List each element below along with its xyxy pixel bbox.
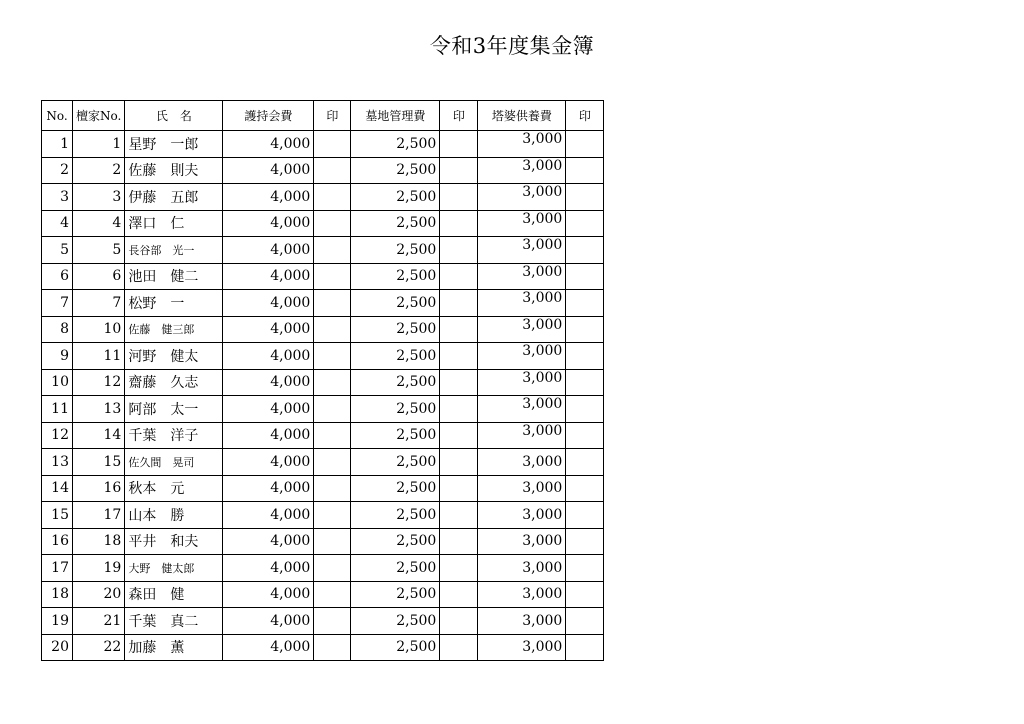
- member-name-cell: 加藤 薫: [125, 634, 223, 661]
- danka-no-cell: 7: [73, 290, 125, 317]
- table-row: [42, 210, 604, 237]
- gojikai-fee-cell: 4,000: [223, 449, 314, 476]
- member-name-cell: 佐久間 晃司: [125, 449, 223, 476]
- seal-cell-2: [440, 131, 478, 158]
- gojikai-fee-cell: 4,000: [223, 157, 314, 184]
- toba-fee-cell: 3,000: [478, 343, 566, 370]
- seal-cell-1: [314, 422, 351, 449]
- toba-fee-cell: 3,000: [478, 634, 566, 661]
- gojikai-fee-cell: 4,000: [223, 581, 314, 608]
- member-name-cell: 佐藤 則夫: [125, 157, 223, 184]
- member-name-cell: 阿部 太一: [125, 396, 223, 423]
- seal-cell-2: [440, 316, 478, 343]
- row-no-cell: 19: [42, 608, 73, 635]
- seal-cell-1: [314, 210, 351, 237]
- seal-cell-3: [566, 131, 604, 158]
- member-name-cell: 山本 勝: [125, 502, 223, 529]
- seal-cell-2: [440, 502, 478, 529]
- seal-cell-3: [566, 475, 604, 502]
- bochi-fee-cell: 2,500: [351, 528, 440, 555]
- seal-cell-3: [566, 157, 604, 184]
- seal-cell-2: [440, 210, 478, 237]
- member-name-cell: 佐藤 健三郎: [125, 316, 223, 343]
- member-name-cell: 伊藤 五郎: [125, 184, 223, 211]
- bochi-fee-cell: 2,500: [351, 449, 440, 476]
- danka-no-cell: 13: [73, 396, 125, 423]
- seal-cell-1: [314, 634, 351, 661]
- bochi-fee-cell: 2,500: [351, 184, 440, 211]
- seal-cell-3: [566, 343, 604, 370]
- document-title: 令和3年度集金簿: [429, 34, 595, 58]
- table-row: [42, 237, 604, 264]
- seal-cell-1: [314, 343, 351, 370]
- bochi-fee-cell: 2,500: [351, 343, 440, 370]
- row-no-cell: 5: [42, 237, 73, 264]
- seal-cell-2: [440, 555, 478, 582]
- seal-cell-3: [566, 581, 604, 608]
- row-no-cell: 6: [42, 263, 73, 290]
- seal-cell-3: [566, 422, 604, 449]
- seal-cell-1: [314, 184, 351, 211]
- danka-no-cell: 5: [73, 237, 125, 264]
- seal-cell-3: [566, 184, 604, 211]
- header-no: No.: [42, 101, 73, 131]
- table-row: [42, 475, 604, 502]
- seal-cell-1: [314, 316, 351, 343]
- table-row: [42, 369, 604, 396]
- table-row: [42, 157, 604, 184]
- seal-cell-1: [314, 290, 351, 317]
- seal-cell-1: [314, 131, 351, 158]
- bochi-fee-cell: 2,500: [351, 290, 440, 317]
- seal-cell-2: [440, 396, 478, 423]
- seal-cell-2: [440, 263, 478, 290]
- seal-cell-3: [566, 396, 604, 423]
- danka-no-cell: 4: [73, 210, 125, 237]
- toba-fee-cell: 3,000: [478, 210, 566, 237]
- table-row: [42, 422, 604, 449]
- danka-no-cell: 21: [73, 608, 125, 635]
- table-row: [42, 263, 604, 290]
- table-row: [42, 396, 604, 423]
- seal-cell-2: [440, 581, 478, 608]
- header-row: [42, 101, 604, 131]
- seal-cell-1: [314, 157, 351, 184]
- row-no-cell: 12: [42, 422, 73, 449]
- toba-fee-cell: 3,000: [478, 475, 566, 502]
- seal-cell-3: [566, 608, 604, 635]
- member-name-cell: 河野 健太: [125, 343, 223, 370]
- seal-cell-2: [440, 608, 478, 635]
- danka-no-cell: 16: [73, 475, 125, 502]
- danka-no-cell: 1: [73, 131, 125, 158]
- row-no-cell: 2: [42, 157, 73, 184]
- gojikai-fee-cell: 4,000: [223, 555, 314, 582]
- header-name: 氏 名: [125, 101, 223, 131]
- seal-cell-2: [440, 184, 478, 211]
- bochi-fee-cell: 2,500: [351, 475, 440, 502]
- gojikai-fee-cell: 4,000: [223, 237, 314, 264]
- seal-cell-2: [440, 475, 478, 502]
- toba-fee-cell: 3,000: [478, 369, 566, 396]
- danka-no-cell: 2: [73, 157, 125, 184]
- bochi-fee-cell: 2,500: [351, 263, 440, 290]
- toba-fee-cell: 3,000: [478, 263, 566, 290]
- gojikai-fee-cell: 4,000: [223, 131, 314, 158]
- seal-cell-1: [314, 608, 351, 635]
- seal-cell-2: [440, 422, 478, 449]
- seal-cell-3: [566, 634, 604, 661]
- seal-cell-3: [566, 555, 604, 582]
- member-name-cell: 星野 一郎: [125, 131, 223, 158]
- seal-cell-3: [566, 263, 604, 290]
- seal-cell-3: [566, 528, 604, 555]
- row-no-cell: 17: [42, 555, 73, 582]
- danka-no-cell: 14: [73, 422, 125, 449]
- table-row: [42, 449, 604, 476]
- danka-no-cell: 10: [73, 316, 125, 343]
- danka-no-cell: 20: [73, 581, 125, 608]
- danka-no-cell: 12: [73, 369, 125, 396]
- gojikai-fee-cell: 4,000: [223, 263, 314, 290]
- toba-fee-cell: 3,000: [478, 290, 566, 317]
- row-no-cell: 11: [42, 396, 73, 423]
- row-no-cell: 7: [42, 290, 73, 317]
- danka-no-cell: 18: [73, 528, 125, 555]
- seal-cell-1: [314, 237, 351, 264]
- header-gojikai-fee: 護持会費: [223, 101, 314, 131]
- header-seal-3: 印: [566, 101, 604, 131]
- seal-cell-2: [440, 290, 478, 317]
- bochi-fee-cell: 2,500: [351, 634, 440, 661]
- table-row: [42, 184, 604, 211]
- table-row: [42, 502, 604, 529]
- member-name-cell: 千葉 真二: [125, 608, 223, 635]
- gojikai-fee-cell: 4,000: [223, 210, 314, 237]
- seal-cell-1: [314, 581, 351, 608]
- row-no-cell: 13: [42, 449, 73, 476]
- seal-cell-2: [440, 449, 478, 476]
- gojikai-fee-cell: 4,000: [223, 316, 314, 343]
- toba-fee-cell: 3,000: [478, 422, 566, 449]
- table-row: [42, 528, 604, 555]
- seal-cell-1: [314, 396, 351, 423]
- danka-no-cell: 6: [73, 263, 125, 290]
- toba-fee-cell: 3,000: [478, 502, 566, 529]
- row-no-cell: 16: [42, 528, 73, 555]
- table-row: [42, 131, 604, 158]
- danka-no-cell: 15: [73, 449, 125, 476]
- member-name-cell: 池田 健二: [125, 263, 223, 290]
- row-no-cell: 3: [42, 184, 73, 211]
- toba-fee-cell: 3,000: [478, 581, 566, 608]
- seal-cell-3: [566, 449, 604, 476]
- header-toba-fee: 塔婆供養費: [478, 101, 566, 131]
- row-no-cell: 1: [42, 131, 73, 158]
- toba-fee-cell: 3,000: [478, 608, 566, 635]
- header-bochi-fee: 墓地管理費: [351, 101, 440, 131]
- gojikai-fee-cell: 4,000: [223, 422, 314, 449]
- seal-cell-1: [314, 555, 351, 582]
- collection-ledger-table: [41, 100, 604, 661]
- table-row: [42, 581, 604, 608]
- seal-cell-2: [440, 369, 478, 396]
- bochi-fee-cell: 2,500: [351, 608, 440, 635]
- row-no-cell: 9: [42, 343, 73, 370]
- seal-cell-3: [566, 316, 604, 343]
- table-row: [42, 316, 604, 343]
- row-no-cell: 4: [42, 210, 73, 237]
- bochi-fee-cell: 2,500: [351, 316, 440, 343]
- seal-cell-3: [566, 237, 604, 264]
- seal-cell-2: [440, 157, 478, 184]
- danka-no-cell: 22: [73, 634, 125, 661]
- gojikai-fee-cell: 4,000: [223, 608, 314, 635]
- danka-no-cell: 11: [73, 343, 125, 370]
- toba-fee-cell: 3,000: [478, 449, 566, 476]
- seal-cell-1: [314, 475, 351, 502]
- bochi-fee-cell: 2,500: [351, 422, 440, 449]
- seal-cell-2: [440, 634, 478, 661]
- row-no-cell: 10: [42, 369, 73, 396]
- row-no-cell: 15: [42, 502, 73, 529]
- table-row: [42, 634, 604, 661]
- bochi-fee-cell: 2,500: [351, 369, 440, 396]
- header-danka-no: 檀家No.: [73, 101, 125, 131]
- danka-no-cell: 19: [73, 555, 125, 582]
- toba-fee-cell: 3,000: [478, 528, 566, 555]
- bochi-fee-cell: 2,500: [351, 131, 440, 158]
- toba-fee-cell: 3,000: [478, 184, 566, 211]
- header-seal-1: 印: [314, 101, 351, 131]
- table-row: [42, 555, 604, 582]
- seal-cell-1: [314, 528, 351, 555]
- seal-cell-3: [566, 210, 604, 237]
- row-no-cell: 20: [42, 634, 73, 661]
- seal-cell-2: [440, 343, 478, 370]
- row-no-cell: 18: [42, 581, 73, 608]
- gojikai-fee-cell: 4,000: [223, 475, 314, 502]
- toba-fee-cell: 3,000: [478, 131, 566, 158]
- row-no-cell: 8: [42, 316, 73, 343]
- gojikai-fee-cell: 4,000: [223, 502, 314, 529]
- toba-fee-cell: 3,000: [478, 157, 566, 184]
- toba-fee-cell: 3,000: [478, 555, 566, 582]
- gojikai-fee-cell: 4,000: [223, 290, 314, 317]
- gojikai-fee-cell: 4,000: [223, 343, 314, 370]
- bochi-fee-cell: 2,500: [351, 555, 440, 582]
- table-row: [42, 290, 604, 317]
- seal-cell-3: [566, 290, 604, 317]
- seal-cell-1: [314, 369, 351, 396]
- gojikai-fee-cell: 4,000: [223, 396, 314, 423]
- seal-cell-3: [566, 369, 604, 396]
- bochi-fee-cell: 2,500: [351, 396, 440, 423]
- gojikai-fee-cell: 4,000: [223, 369, 314, 396]
- member-name-cell: 齋藤 久志: [125, 369, 223, 396]
- toba-fee-cell: 3,000: [478, 396, 566, 423]
- seal-cell-2: [440, 237, 478, 264]
- member-name-cell: 澤口 仁: [125, 210, 223, 237]
- member-name-cell: 大野 健太郎: [125, 555, 223, 582]
- member-name-cell: 千葉 洋子: [125, 422, 223, 449]
- member-name-cell: 長谷部 光一: [125, 237, 223, 264]
- member-name-cell: 松野 一: [125, 290, 223, 317]
- member-name-cell: 平井 和夫: [125, 528, 223, 555]
- seal-cell-2: [440, 528, 478, 555]
- seal-cell-3: [566, 502, 604, 529]
- gojikai-fee-cell: 4,000: [223, 634, 314, 661]
- bochi-fee-cell: 2,500: [351, 237, 440, 264]
- bochi-fee-cell: 2,500: [351, 157, 440, 184]
- gojikai-fee-cell: 4,000: [223, 184, 314, 211]
- bochi-fee-cell: 2,500: [351, 210, 440, 237]
- seal-cell-1: [314, 449, 351, 476]
- danka-no-cell: 3: [73, 184, 125, 211]
- table-row: [42, 343, 604, 370]
- bochi-fee-cell: 2,500: [351, 581, 440, 608]
- danka-no-cell: 17: [73, 502, 125, 529]
- member-name-cell: 秋本 元: [125, 475, 223, 502]
- toba-fee-cell: 3,000: [478, 237, 566, 264]
- table-row: [42, 608, 604, 635]
- seal-cell-1: [314, 502, 351, 529]
- header-seal-2: 印: [440, 101, 478, 131]
- gojikai-fee-cell: 4,000: [223, 528, 314, 555]
- bochi-fee-cell: 2,500: [351, 502, 440, 529]
- member-name-cell: 森田 健: [125, 581, 223, 608]
- toba-fee-cell: 3,000: [478, 316, 566, 343]
- row-no-cell: 14: [42, 475, 73, 502]
- seal-cell-1: [314, 263, 351, 290]
